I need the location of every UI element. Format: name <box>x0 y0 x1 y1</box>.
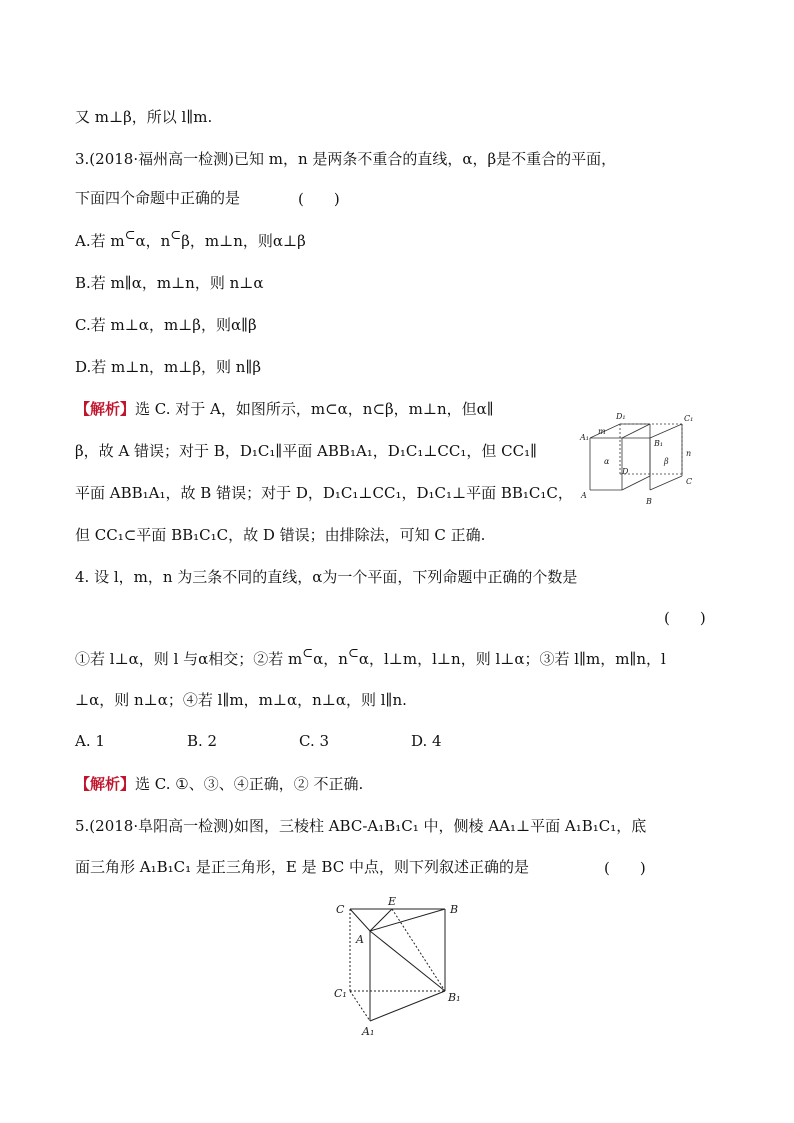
q3-answer-paren: ( ) <box>298 190 340 208</box>
q2-tail-text: 又 m⊥β，所以 l∥m. <box>75 108 213 126</box>
q4-option-b: B. 2 <box>187 732 218 750</box>
q5-answer-paren: ( ) <box>604 859 646 877</box>
q3-analysis-line4: 但 CC₁⊂平面 BB₁C₁C，故 D 错误；由排除法，可知 C 正确. <box>75 526 486 544</box>
q3-analysis-line2: β，故 A 错误；对于 B，D₁C₁∥平面 ABB₁A₁，D₁C₁⊥CC₁，但 CC₁∥ <box>75 442 538 460</box>
q3-option-c: C.若 m⊥α，m⊥β，则α∥β <box>75 316 257 334</box>
fig3-label-c1: C₁ <box>684 414 694 423</box>
q4-analysis: 【解析】选 C. ①、③、④正确，② 不正确. <box>75 775 364 793</box>
q3-option-b: B.若 m∥α，m⊥n，则 n⊥α <box>75 274 264 292</box>
q3-stem-line1: 3.(2018·福州高一检测)已知 m，n 是两条不重合的直线，α，β是不重合的平面， <box>75 150 617 168</box>
analysis-tag: 【解析】 <box>75 775 136 793</box>
fig3-label-a: A <box>581 491 587 500</box>
q4-body-line1: ①若 l⊥α，则 l 与α相交；②若 m⊂α，n⊂α，l⊥m，l⊥n，则 l⊥α；③若 l∥m，m∥n，l <box>75 646 666 668</box>
fig3-label-beta: β <box>664 457 669 466</box>
fig3-label-a1: A₁ <box>580 433 589 442</box>
q3-analysis-line1: 【解析】选 C. 对于 A，如图所示，m⊂α，n⊂β，m⊥n，但α∥ <box>75 400 494 418</box>
fig5-label-a1: A₁ <box>362 1025 375 1038</box>
q3-figure <box>578 404 706 510</box>
q4-option-d: D. 4 <box>411 732 442 750</box>
q4-answer-paren: ( ) <box>664 609 706 627</box>
fig5-label-a: A <box>356 933 364 946</box>
fig3-label-d1: D₁ <box>616 412 626 421</box>
fig3-label-d: D <box>622 467 629 476</box>
q4-option-a: A. 1 <box>75 732 105 750</box>
q4-body-line2: ⊥α，则 n⊥α；④若 l∥m，m⊥α，n⊥α，则 l∥n. <box>75 691 407 709</box>
fig3-label-m: m <box>598 427 606 436</box>
fig5-label-e: E <box>388 895 397 908</box>
q3-analysis-line3: 平面 ABB₁A₁，故 B 错误；对于 D，D₁C₁⊥CC₁，D₁C₁⊥平面 BB₁C₁C， <box>75 484 573 502</box>
q5-figure <box>330 893 470 1039</box>
q3-stem-line2: 下面四个命题中正确的是 <box>75 189 241 207</box>
q5-stem-line1: 5.(2018·阜阳高一检测)如图，三棱柱 ABC-A₁B₁C₁ 中，侧棱 AA₁⊥平面 A₁B₁C₁，底 <box>75 817 647 835</box>
fig3-label-n: n <box>686 449 692 458</box>
fig3-label-alpha: α <box>604 457 610 466</box>
fig3-label-b: B <box>646 497 652 506</box>
fig3-label-c: C <box>686 477 693 486</box>
fig3-label-b1: B₁ <box>654 439 664 448</box>
fig5-label-b: B <box>450 903 459 916</box>
fig5-label-c1: C₁ <box>334 987 347 1000</box>
q3-option-a: A.若 m⊂α，n⊂β，m⊥n，则α⊥β <box>75 228 306 250</box>
fig5-label-c: C <box>336 903 345 916</box>
fig5-label-b1: B₁ <box>448 991 461 1004</box>
q3-option-d: D.若 m⊥n，m⊥β，则 n∥β <box>75 358 262 376</box>
q4-option-c: C. 3 <box>299 732 330 750</box>
analysis-tag: 【解析】 <box>75 400 136 418</box>
q4-stem: 4. 设 l，m，n 为三条不同的直线，α为一个平面，下列命题中正确的个数是 <box>75 568 578 586</box>
q5-stem-line2: 面三角形 A₁B₁C₁ 是正三角形，E 是 BC 中点，则下列叙述正确的是 <box>75 858 529 876</box>
